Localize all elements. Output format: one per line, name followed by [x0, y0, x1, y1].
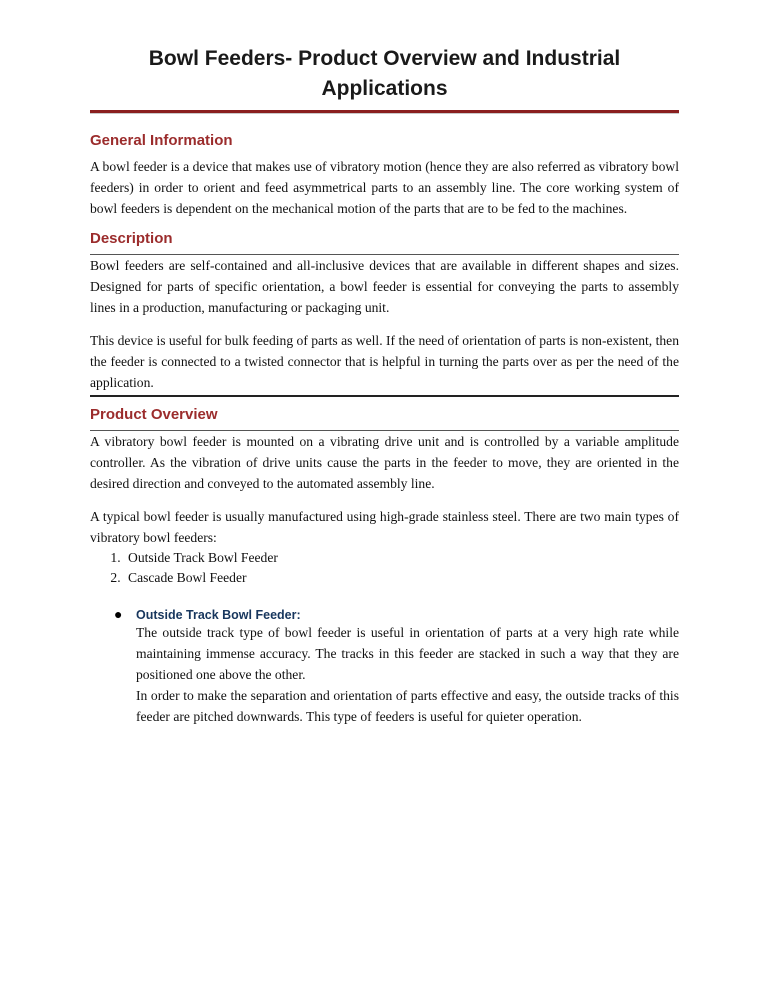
bullet-heading: Outside Track Bowl Feeder:	[136, 608, 301, 622]
bullet-body	[136, 622, 679, 727]
description-paragraph-1: Bowl feeders are self-contained and all-inclusive devices that are available in different shapes and sizes. Designed for parts of specific orientation, a bowl feeder is essential for conveying the parts to assembly lines in a production, manufacturing or packaging unit.	[90, 258, 679, 315]
bullet-dot-icon: ●	[114, 606, 123, 622]
heading-general-information: General Information	[90, 132, 233, 149]
heading-product-overview: Product Overview	[90, 405, 679, 431]
product-overview-paragraph-1: A vibratory bowl feeder is mounted on a vibrating drive unit and is controlled by a variable amplitude controller. As the vibration of drive units cause the parts in the feeder to move, they are oriented in the desired direction and conveyed to the automated assembly line.	[90, 434, 679, 491]
outside-track-paragraph-1: The outside track type of bowl feeder is useful in orientation of parts at a very high rate while maintaining immense accuracy. The tracks in this feeder are stacked in such a way that they are positioned one above the other.	[136, 625, 679, 682]
description-paragraph-2: This device is useful for bulk feeding of parts as well. If the need of orientation of parts is non-existent, then the feeder is connected to a twisted connector that is helpful in turning the parts over as per the need of the application.	[90, 330, 679, 397]
list-item: 1. Outside Track Bowl Feeder	[124, 548, 679, 568]
document-title: Bowl Feeders- Product Overview and Industrial Applications	[148, 47, 621, 100]
title-divider	[90, 110, 679, 114]
product-overview-paragraph-2: A typical bowl feeder is usually manufactured using high-grade stainless steel. There are two main types of vibratory bowl feeders:	[90, 509, 679, 545]
list-item: 2. Cascade Bowl Feeder	[124, 568, 679, 588]
heading-description: Description	[90, 229, 679, 255]
feeder-types-list	[90, 548, 679, 588]
general-paragraph: A bowl feeder is a device that makes use of vibratory motion (hence they are also referred as vibratory bowl feeders) in order to orient and feed asymmetrical parts to an assembly line. The core working system of bowl feeders is dependent on the mechanical motion of the parts that are to be fed to the machines.	[90, 159, 679, 216]
bullet-outside-track	[114, 606, 679, 622]
outside-track-paragraph-2: In order to make the separation and orientation of parts effective and easy, the outside tracks of this feeder are pitched downwards. This type of feeders is useful for quieter operation.	[136, 688, 679, 724]
document-page	[90, 44, 679, 727]
